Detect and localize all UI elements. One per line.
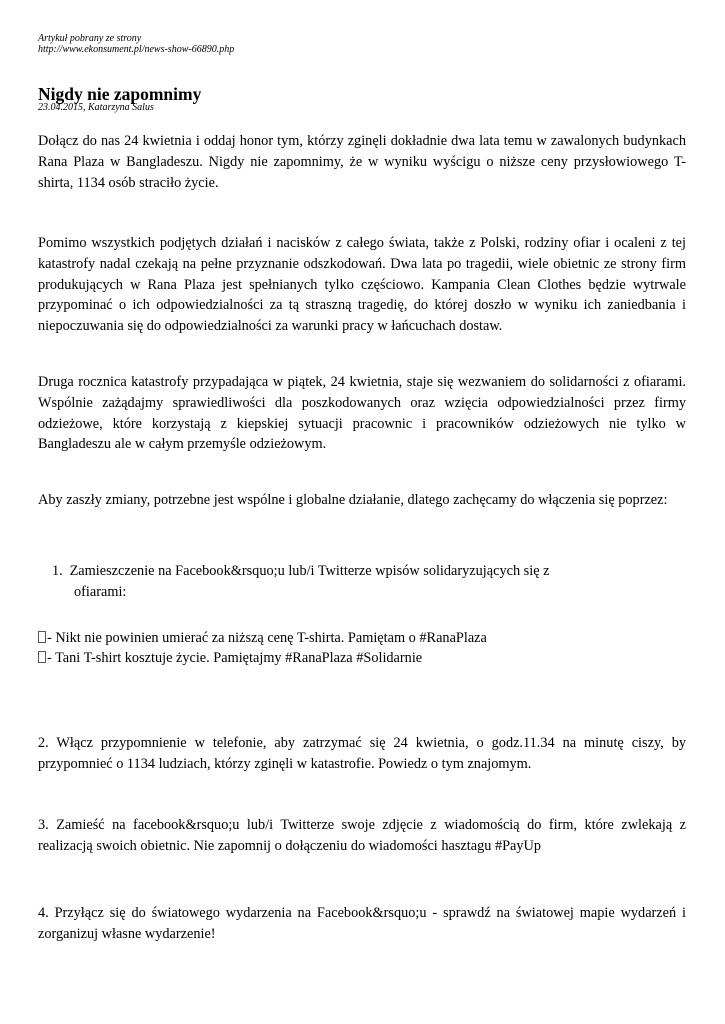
article-title: Nigdy nie zapomnimy — [38, 84, 202, 104]
source-info — [38, 33, 234, 55]
bullet-line-1 — [38, 628, 487, 649]
paragraph-context: Pomimo wszystkich podjętych działań i nacisków z całego świata, także z Polski, rodziny ofiar i ocaleni z tej katastrofy nadal czekają na pełne przyznanie odszkodowań. Dwa lata po tragedii, wiele obietnic ze strony firm produkujących w Rana Plaza jest spełnianych tylko częściowo. Kampania Clean Clothes będzie wytrwale przypominać o ich odpowiedzialności za tą straszną tragedię, do której doszło w wyniku ich zaniedbania i niepoczuwania się do odpowiedzialności za warunki pracy w łańcuchach dostaw. — [38, 235, 686, 335]
paragraph-step-3: 3. Zamieść na facebook&rsquo;u lub/i Twitterze swoje zdjęcie z wiadomością do firm, które zwlekają z realizacją swoich obietnic. Nie zapomnij o dołączeniu do wiadomości hasztagu #PayUp — [38, 817, 686, 854]
missing-glyph-icon — [38, 651, 46, 663]
paragraph-step-4: 4. Przyłącz się do światowego wydarzenia na Facebook&rsquo;u - sprawdź na światowej mapie wydarzeń i zorganizuj własne wydarzenie! — [38, 905, 686, 942]
paragraph-step-2: 2. Włącz przypomnienie w telefonie, aby zatrzymać się 24 kwietnia, o godz.11.34 na minutę ciszy, by przypomnieć o 1134 ludziach, którzy zginęli w katastrofie. Powiedz o tym znajomym. — [38, 735, 686, 772]
bullet-text: - Tani T-shirt kosztuje życie. Pamiętajmy #RanaPlaza #Solidarnie — [47, 650, 423, 666]
missing-glyph-icon — [38, 631, 46, 643]
source-url: http://www.ekonsument.pl/news-show-66890.php — [38, 44, 235, 55]
list-item-continuation: ofiarami: — [74, 583, 127, 600]
article-meta: 23.04.2015, Katarzyna Salus — [38, 102, 154, 113]
bullet-line-2 — [38, 648, 422, 669]
paragraph-call-to-action: Aby zaszły zmiany, potrzebne jest wspólne i globalne działanie, dlatego zachęcamy do włączenia się poprzez: — [38, 492, 668, 508]
list-item-number: 1. — [52, 563, 63, 579]
paragraph-intro: Dołącz do nas 24 kwietnia i oddaj honor tym, którzy zginęli dokładnie dwa lata temu w zawalonych budynkach Rana Plaza w Bangladeszu. Nigdy nie zapomnimy, że w wyniku wyścigu o niższe ceny przysłowiowego T-shirta, 1134 osób straciło życie. — [38, 133, 686, 191]
list-item-1 — [52, 561, 652, 603]
list-item-text: Zamieszczenie na Facebook&rsquo;u lub/i Twitterze wpisów solidaryzujących się z — [69, 563, 550, 579]
source-label: Artykuł pobrany ze strony — [38, 33, 142, 44]
paragraph-anniversary: Druga rocznica katastrofy przypadająca w piątek, 24 kwietnia, staje się wezwaniem do solidarności z ofiarami. Wspólnie zażądajmy sprawiedliwości dla poszkodowanych oraz wzięcia odpowiedzialności przez firmy odzieżowe, które korzystają z kiepskiej sytuacji pracownic i pracowników odzieżowych nie tylko w Bangladeszu ale w całym przemyśle odzieżowym. — [38, 374, 686, 453]
bullet-text: - Nikt nie powinien umierać za niższą cenę T-shirta. Pamiętam o #RanaPlaza — [47, 630, 487, 646]
